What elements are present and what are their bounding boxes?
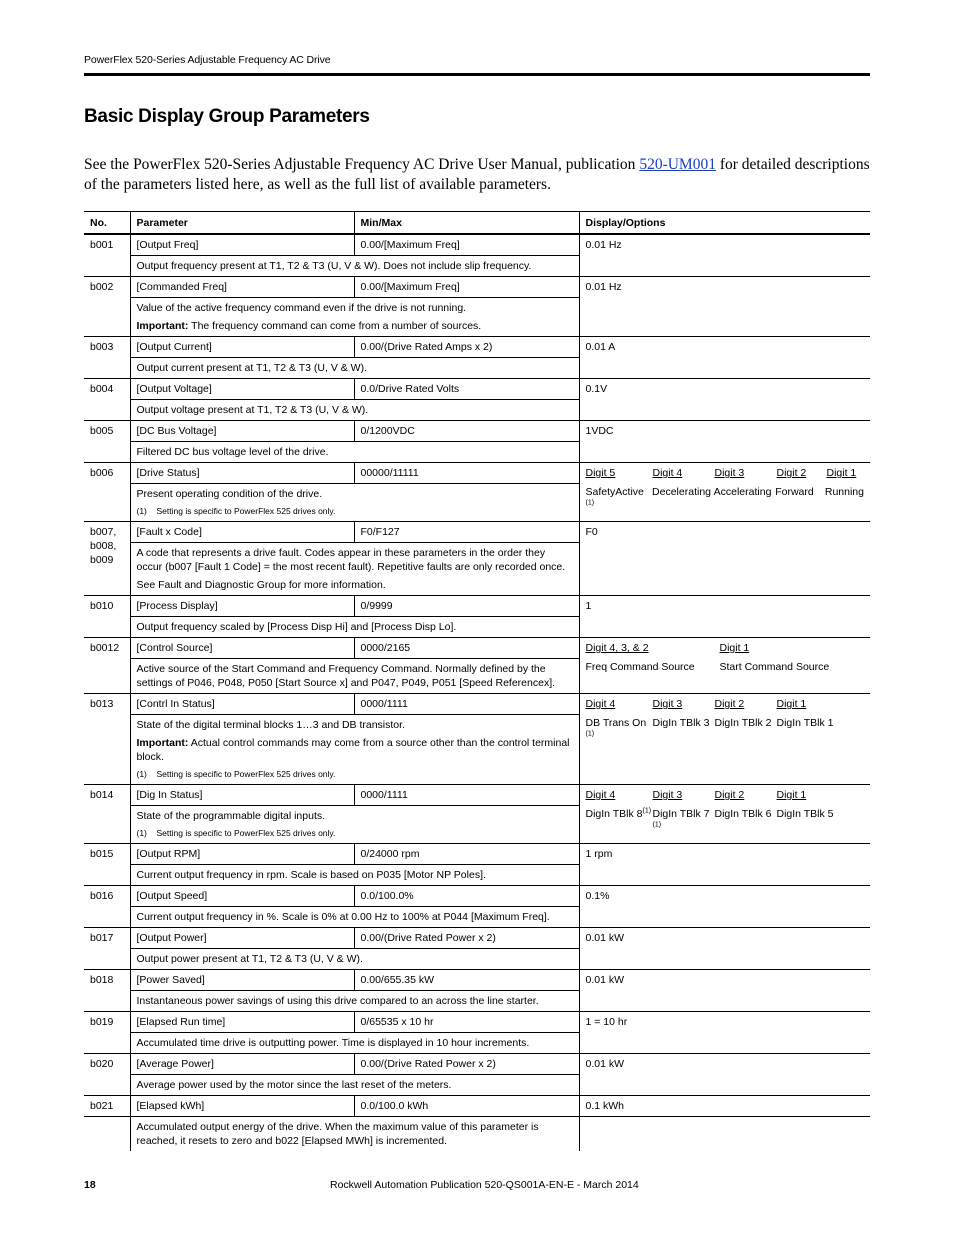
param-name: [Control Source] (130, 638, 354, 659)
param-minmax: 0/1200VDC (354, 421, 579, 442)
description-text: Value of the active frequency command even if the drive is not running. (136, 302, 467, 314)
param-minmax: 0.00/[Maximum Freq] (354, 234, 579, 256)
table-row (84, 522, 870, 543)
param-display: 0.01 Hz (579, 277, 870, 337)
digit-value (586, 807, 653, 835)
table-row (84, 638, 870, 659)
param-no-line: b007, (90, 526, 117, 538)
header-display: Display/Options (579, 212, 870, 235)
digit-value (586, 716, 653, 744)
param-name: [Output Speed] (130, 886, 354, 907)
param-display: 0.01 Hz (579, 234, 870, 277)
digit-label: Digit 2 (776, 467, 807, 479)
digit-label: Digit 2 (714, 789, 745, 801)
param-no: b015 (84, 844, 130, 886)
param-description (130, 715, 579, 785)
param-no: b004 (84, 379, 130, 421)
intro-text-before: See the PowerFlex 520-Series Adjustable Frequency AC Drive User Manual, publication (84, 156, 640, 173)
digit-value-text: SafetyActive (585, 486, 644, 498)
param-no: b005 (84, 421, 130, 463)
param-minmax: 0000/1111 (354, 694, 579, 715)
param-description: Accumulated time drive is outputting power. Time is displayed in 10 hour increments. (130, 1033, 579, 1054)
param-no: b014 (84, 785, 130, 844)
digit-values (586, 807, 865, 835)
digit-value: DigIn TBlk 3 (652, 717, 710, 729)
description-text: State of the programmable digital inputs. (136, 810, 326, 822)
param-description: Active source of the Start Command and Frequency Command. Normally defined by the settings of P046, P048, P050 [Start Source x] and P047, P049, P051 [Speed Referencex]. (130, 659, 579, 694)
param-description: Output frequency scaled by [Process Disp Hi] and [Process Disp Lo]. (130, 617, 579, 638)
table-row (84, 421, 870, 442)
param-minmax: 0/65535 x 10 hr (354, 1012, 579, 1033)
param-name: [Output Power] (130, 928, 354, 949)
param-description (130, 543, 579, 596)
digit-value (653, 807, 715, 835)
param-display (579, 638, 870, 694)
param-minmax: 0/24000 rpm (354, 844, 579, 865)
digit-headers (586, 641, 865, 655)
param-no: b019 (84, 1012, 130, 1054)
param-no: b018 (84, 970, 130, 1012)
table-row (84, 596, 870, 617)
param-minmax: 0.0/Drive Rated Volts (354, 379, 579, 400)
param-minmax: 0.0/100.0% (354, 886, 579, 907)
param-no (84, 522, 130, 596)
param-name: [Power Saved] (130, 970, 354, 991)
param-minmax: 0/9999 (354, 596, 579, 617)
param-description: Output voltage present at T1, T2 & T3 (U, V & W). (130, 400, 579, 421)
table-row (84, 379, 870, 400)
param-display: 0.01 kW (579, 928, 870, 970)
param-description: Accumulated output energy of the drive. When the maximum value of this parameter is reached, it resets to zero and b022 [Elapsed MWh] is incremented. (130, 1117, 579, 1152)
digit-headers (586, 788, 865, 802)
footnote-text: Setting is specific to PowerFlex 525 drives only. (156, 769, 336, 779)
param-display: 1 rpm (579, 844, 870, 886)
intro-paragraph (84, 155, 870, 195)
param-name: [Commanded Freq] (130, 277, 354, 298)
page-title: Basic Display Group Parameters (84, 106, 370, 127)
table-row (84, 337, 870, 358)
param-name: [Drive Status] (130, 463, 354, 484)
important-note (137, 736, 573, 764)
footnote-text: Setting is specific to PowerFlex 525 drives only. (156, 506, 336, 516)
param-description (130, 484, 579, 522)
param-description: Current output frequency in %. Scale is 0% at 0.00 Hz to 100% at P044 [Maximum Freq]. (130, 907, 579, 928)
digit-value: DigIn TBlk 2 (714, 717, 772, 729)
param-no: b001 (84, 234, 130, 277)
digit-value-text: DigIn TBlk 7 (652, 808, 710, 820)
digit-label: Digit 2 (714, 698, 745, 710)
digit-label: Digit 1 (776, 698, 807, 710)
digit-value-text: DB Trans On (585, 717, 647, 729)
footnote (137, 767, 573, 781)
param-display (579, 463, 870, 522)
param-minmax: 0.00/(Drive Rated Power x 2) (354, 928, 579, 949)
param-display (579, 694, 870, 785)
digit-headers (586, 466, 865, 480)
table-row (84, 886, 870, 907)
digit-value (586, 485, 653, 513)
table-row (84, 694, 870, 715)
param-name: [Fault x Code] (130, 522, 354, 543)
param-display: 0.1% (579, 886, 870, 928)
parameters-table (84, 211, 870, 1151)
param-minmax: 0.00/[Maximum Freq] (354, 277, 579, 298)
description-text: Present operating condition of the drive. (136, 488, 323, 500)
param-description: Output frequency present at T1, T2 & T3 (U, V & W). Does not include slip frequency. (130, 256, 579, 277)
description-text: A code that represents a drive fault. Codes appear in these parameters in the order they occur (b007 [Fault 1 Code] = the most recent fault). Repetitive faults are only recorded once. (136, 547, 566, 573)
digit-label: Digit 1 (776, 789, 807, 801)
header-no: No. (84, 212, 130, 235)
param-minmax: 0.00/(Drive Rated Amps x 2) (354, 337, 579, 358)
table-row (84, 1012, 870, 1033)
param-no: b016 (84, 886, 130, 928)
footnote (137, 826, 573, 840)
footnote-number: (1) (136, 828, 147, 838)
page-number: 18 (84, 1179, 96, 1191)
param-display: 0.01 kW (579, 970, 870, 1012)
header-minmax: Min/Max (354, 212, 579, 235)
param-minmax: 00000/11111 (354, 463, 579, 484)
footnote-ref: (1) (585, 730, 595, 738)
digit-values (586, 660, 865, 674)
table-row (84, 928, 870, 949)
description-text-2: See Fault and Diagnostic Group for more information. (136, 579, 386, 591)
param-display: 0.1V (579, 379, 870, 421)
digit-values (586, 485, 865, 513)
important-text: Actual control commands may come from a source other than the control terminal block. (136, 737, 570, 763)
param-no: b006 (84, 463, 130, 522)
digit-value: Forward (775, 486, 814, 498)
param-no-line: b008, (90, 540, 117, 552)
param-display: 1 (579, 596, 870, 638)
digit-label: Digit 3 (652, 698, 683, 710)
digit-value: Accelerating (713, 486, 772, 498)
param-name: [Contrl In Status] (130, 694, 354, 715)
header-parameter: Parameter (130, 212, 354, 235)
param-no: b013 (84, 694, 130, 785)
param-display: 0.01 kW (579, 1054, 870, 1096)
param-display: 1 = 10 hr (579, 1012, 870, 1054)
param-name: [Output Voltage] (130, 379, 354, 400)
param-name: [Elapsed kWh] (130, 1096, 354, 1117)
table-row (84, 970, 870, 991)
important-text: The frequency command can come from a number of sources. (188, 320, 482, 332)
table-row (84, 1054, 870, 1075)
footnote (137, 504, 573, 518)
description-text: State of the digital terminal blocks 1…3 and DB transistor. (136, 719, 405, 731)
param-description (130, 806, 579, 844)
table-row (84, 277, 870, 298)
param-minmax: 0.00/655.35 kW (354, 970, 579, 991)
param-display: 1VDC (579, 421, 870, 463)
table-row (84, 785, 870, 806)
param-name: [Process Display] (130, 596, 354, 617)
param-description (130, 298, 579, 337)
digit-label: Digit 1 (826, 467, 857, 479)
table-row (84, 1096, 870, 1117)
digit-values (586, 716, 865, 744)
param-name: [Elapsed Run time] (130, 1012, 354, 1033)
footnote-text: Setting is specific to PowerFlex 525 drives only. (156, 828, 336, 838)
param-no-line: b009 (90, 554, 114, 566)
digit-headers (586, 697, 865, 711)
param-minmax: F0/F127 (354, 522, 579, 543)
param-description: Output power present at T1, T2 & T3 (U, V & W). (130, 949, 579, 970)
digit-label: Digit 5 (585, 467, 616, 479)
param-no: b017 (84, 928, 130, 970)
digit-value: Start Command Source (719, 661, 830, 673)
digit-label: Digit 1 (719, 642, 750, 654)
table-row (84, 463, 870, 484)
param-description: Instantaneous power savings of using this drive compared to an across the line starter. (130, 991, 579, 1012)
param-name: [Output Freq] (130, 234, 354, 256)
footnote-ref: (1) (652, 821, 662, 829)
header-rule (84, 73, 870, 76)
publication-link[interactable]: 520-UM001 (639, 156, 716, 173)
digit-value: Freq Command Source (585, 661, 695, 673)
param-minmax: 0000/2165 (354, 638, 579, 659)
important-label: Important: (136, 737, 189, 749)
table-header-row (84, 212, 870, 235)
param-no: b0012 (84, 638, 130, 694)
table-bottom-rule (84, 1116, 870, 1117)
param-name: [Output RPM] (130, 844, 354, 865)
digit-value: Running (824, 486, 864, 498)
param-no: b020 (84, 1054, 130, 1096)
param-display: F0 (579, 522, 870, 596)
digit-label: Digit 3 (652, 789, 683, 801)
param-description: Filtered DC bus voltage level of the drive. (130, 442, 579, 463)
param-name: [DC Bus Voltage] (130, 421, 354, 442)
important-label: Important: (136, 320, 189, 332)
param-no: b003 (84, 337, 130, 379)
param-minmax: 0000/1111 (354, 785, 579, 806)
param-display: 0.1 kWh (579, 1096, 870, 1152)
digit-value: DigIn TBlk 1 (776, 717, 834, 729)
param-name: [Average Power] (130, 1054, 354, 1075)
param-minmax: 0.00/(Drive Rated Power x 2) (354, 1054, 579, 1075)
digit-label: Digit 4 (585, 789, 616, 801)
digit-value: DigIn TBlk 5 (776, 808, 834, 820)
digit-label: Digit 4, 3, & 2 (585, 642, 649, 654)
digit-value: DigIn TBlk 6 (714, 808, 772, 820)
param-no: b021 (84, 1096, 130, 1152)
footnote-ref: (1) (642, 807, 652, 815)
param-minmax: 0.0/100.0 kWh (354, 1096, 579, 1117)
param-description: Current output frequency in rpm. Scale is based on P035 [Motor NP Poles]. (130, 865, 579, 886)
digit-value-text: DigIn TBlk 8 (585, 808, 643, 820)
param-no: b002 (84, 277, 130, 337)
footnote-ref: (1) (585, 499, 595, 507)
table-row (84, 234, 870, 256)
running-head: PowerFlex 520-Series Adjustable Frequency AC Drive (84, 54, 331, 66)
digit-value: Decelerating (652, 486, 711, 498)
param-name: [Dig In Status] (130, 785, 354, 806)
digit-label: Digit 3 (714, 467, 745, 479)
table-row (84, 844, 870, 865)
param-display: 0.01 A (579, 337, 870, 379)
param-display (579, 785, 870, 844)
publication-footer: Rockwell Automation Publication 520-QS001A-EN-E - March 2014 (330, 1179, 639, 1191)
param-description: Output current present at T1, T2 & T3 (U, V & W). (130, 358, 579, 379)
intro-text-after: for detailed descriptions of the parameters listed here, as well as the full list of available parameters. (84, 156, 870, 193)
digit-label: Digit 4 (585, 698, 616, 710)
footnote-number: (1) (136, 769, 147, 779)
important-note (137, 319, 573, 333)
param-name: [Output Current] (130, 337, 354, 358)
digit-label: Digit 4 (652, 467, 683, 479)
param-no: b010 (84, 596, 130, 638)
param-description: Average power used by the motor since the last reset of the meters. (130, 1075, 579, 1096)
footnote-number: (1) (136, 506, 147, 516)
